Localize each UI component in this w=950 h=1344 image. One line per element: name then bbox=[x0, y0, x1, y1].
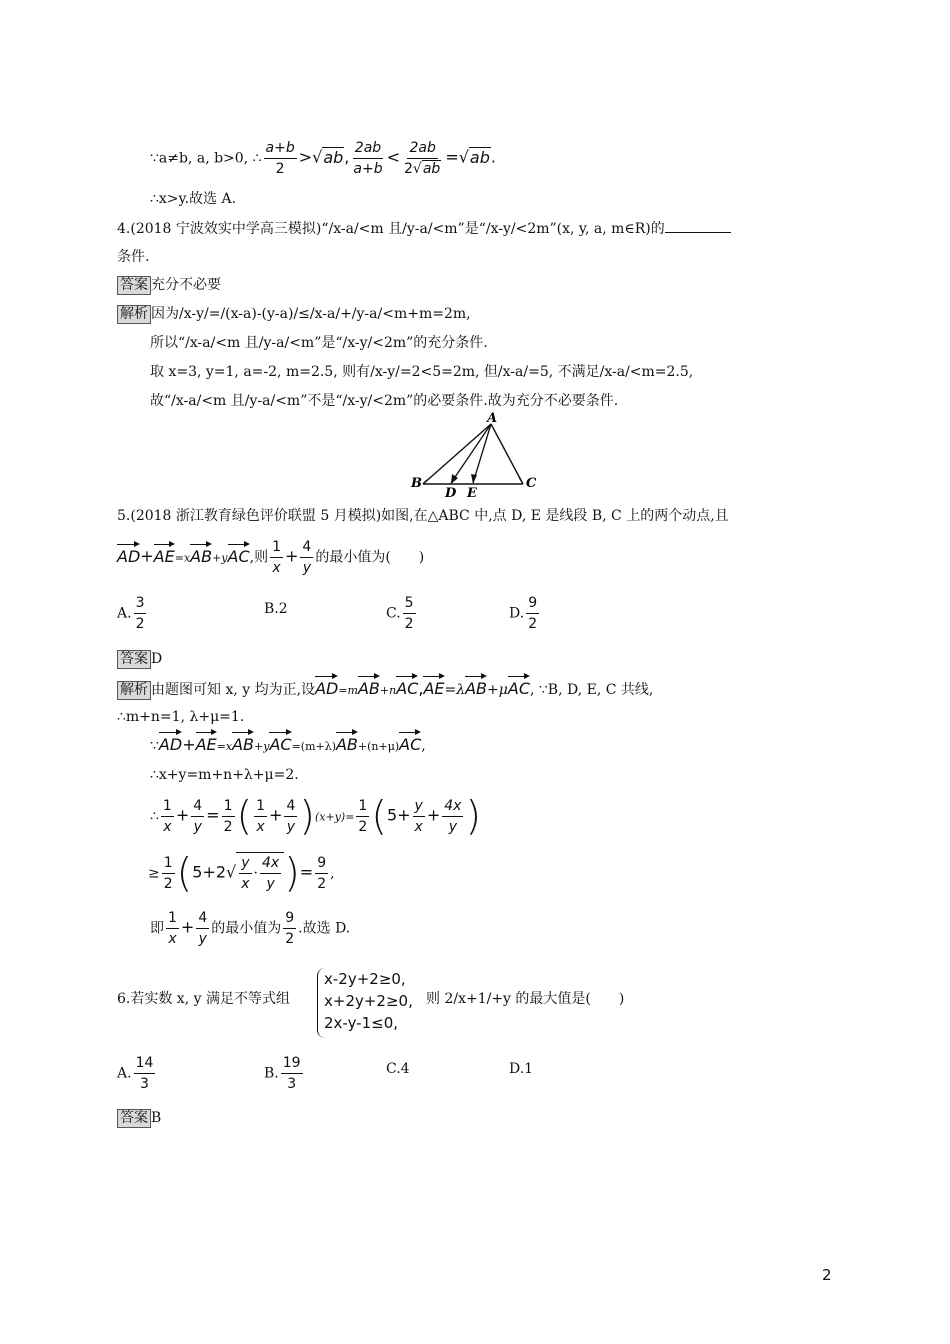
q6-option-c: C.4 bbox=[386, 1061, 410, 1077]
frac-num: 9 bbox=[283, 908, 296, 929]
frac-den: x bbox=[272, 560, 281, 576]
frac-num: 3 bbox=[134, 593, 147, 614]
frac bbox=[315, 853, 328, 894]
frac-den: x bbox=[256, 819, 265, 835]
q5-stem-line2 bbox=[117, 537, 424, 578]
q3-frac3-num: 2ab bbox=[407, 138, 437, 159]
plus-mu: +μ bbox=[487, 682, 508, 698]
frac bbox=[283, 908, 296, 949]
q4-analysis-2: 所以“/x-a/<m 且/y-a/<m”是“/x-y/<2m”的充分条件. bbox=[150, 335, 488, 351]
vec-ac: AC bbox=[269, 728, 291, 756]
frac-den: x bbox=[168, 931, 177, 947]
sqrt-radicand bbox=[236, 852, 284, 894]
plus: + bbox=[175, 805, 190, 825]
inequality-system bbox=[317, 968, 428, 1038]
q4-answer-text: 充分不必要 bbox=[151, 277, 221, 293]
frac-den: 2 bbox=[285, 931, 295, 947]
text: 的最小值为 bbox=[211, 920, 282, 937]
inequality-1: x-2y+2≥0, bbox=[324, 970, 406, 988]
option-label: A. bbox=[117, 1065, 132, 1082]
paren-open: ( bbox=[371, 793, 387, 840]
q5-analysis-5: ∴ $\frac{1}{x}$ + $\frac{4}{y}$ = $\frac{1}{2}$ ( $\frac{1}{x}$ + $\frac{4}{y}$ )(x+y)= $\frac{1}{2}$ (5+ $\frac{y}{x}$ + $\frac{4x}{y}$ ) bbox=[150, 793, 482, 840]
frac bbox=[284, 796, 297, 837]
q3-sqrt1-radicand: ab bbox=[323, 147, 344, 167]
q4-analysis-3: 取 x=3, y=1, a=-2, m=2.5, 则有/x-y/=2<5=2m, 但/x-a/=5, 不满足/x-a/<m=2.5, bbox=[150, 364, 694, 380]
plus-y: +y bbox=[212, 551, 228, 565]
text: .故选 D. bbox=[298, 920, 351, 937]
frac bbox=[356, 796, 369, 837]
q4-analysis-label: 解析 bbox=[117, 305, 151, 324]
frac bbox=[239, 853, 251, 894]
vec-ab: AB bbox=[232, 728, 254, 756]
q3-frac2-den: a+b bbox=[353, 161, 383, 177]
frac-num: 4x bbox=[442, 796, 463, 817]
q3-frac3: $\frac{2ab}{2√ab}$ bbox=[404, 140, 441, 177]
text: +(n+μ) bbox=[357, 740, 400, 753]
q5-option-a bbox=[117, 593, 148, 634]
plus: + bbox=[182, 735, 196, 754]
q4-stem-line2: 条件. bbox=[117, 249, 150, 265]
frac-num: 4 bbox=[300, 537, 313, 558]
option-frac bbox=[403, 593, 416, 634]
frac bbox=[191, 796, 204, 837]
q6-stem-post: 则 2/x+1/+y 的最大值是( ) bbox=[426, 991, 625, 1007]
frac-num: y bbox=[413, 796, 425, 817]
q3-frac3-den-prefix: 2 bbox=[404, 161, 413, 177]
label-d: D bbox=[445, 486, 457, 500]
page-number: 2 bbox=[822, 1266, 832, 1284]
q3-end: . bbox=[490, 147, 496, 167]
vec-ab: AB bbox=[336, 728, 358, 756]
q3-eq: = bbox=[445, 147, 459, 167]
frac-den: 2 bbox=[404, 616, 414, 632]
q5-analysis-2: ∴m+n=1, λ+μ=1. bbox=[117, 709, 245, 725]
text: =(m+λ) bbox=[291, 740, 336, 753]
q3-frac2-num: 2ab bbox=[353, 138, 383, 159]
frac-den: x bbox=[241, 876, 250, 892]
frac-den: 2 bbox=[223, 819, 233, 835]
q4-answer bbox=[117, 274, 221, 296]
q6-option-b bbox=[264, 1053, 305, 1094]
plus: + bbox=[285, 546, 299, 566]
q5-frac2 bbox=[300, 537, 313, 578]
vec-ae: AE bbox=[196, 728, 217, 756]
q3-line2: ∴x>y.故选 A. bbox=[150, 191, 237, 207]
frac bbox=[442, 796, 463, 837]
vec-ab: AB bbox=[190, 540, 212, 568]
frac bbox=[222, 796, 235, 837]
vec-ad: AD bbox=[315, 672, 338, 700]
q5-answer-text: D bbox=[151, 651, 163, 667]
paren-close: ) bbox=[284, 850, 300, 897]
frac bbox=[260, 853, 281, 894]
q4-answer-label: 答案 bbox=[117, 276, 151, 295]
q3-frac2 bbox=[351, 138, 384, 179]
option-label: B. bbox=[264, 1065, 279, 1082]
q3-frac3-den-sqrt: ab bbox=[422, 161, 441, 177]
frac-num: y bbox=[239, 853, 251, 874]
arrow-ae bbox=[471, 474, 477, 484]
eq-x: =x bbox=[216, 740, 233, 753]
text: 5+ bbox=[386, 805, 411, 825]
text: , bbox=[330, 865, 335, 882]
q4-analysis-4: 故“/x-a/<m 且/y-a/<m”不是“/x-y/<2m”的必要条件.故为充分不必要条件. bbox=[150, 393, 619, 409]
q5-analysis-label: 解析 bbox=[117, 681, 151, 700]
frac-den: x bbox=[163, 819, 172, 835]
frac bbox=[161, 796, 174, 837]
frac-num: 5 bbox=[403, 593, 416, 614]
frac-den: 2 bbox=[528, 616, 538, 632]
option-frac bbox=[281, 1053, 303, 1094]
q6-answer bbox=[117, 1107, 161, 1129]
q5-analysis-6: ≥ $\frac{1}{2}$ (5+2√ $\frac{y}{x}$ · $\frac{4x}{y}$ )= $\frac{9}{2}$ , bbox=[148, 850, 335, 897]
option-label: A. bbox=[117, 605, 132, 622]
vec-ab: AB bbox=[358, 672, 380, 700]
paren-open: ( bbox=[176, 850, 193, 897]
q6-answer-text: B bbox=[151, 1110, 162, 1126]
q5-option-d bbox=[509, 593, 541, 634]
text: (x+y) bbox=[314, 810, 346, 824]
eq: = bbox=[345, 810, 355, 824]
q3-sqrt2: √ab bbox=[458, 147, 490, 167]
arrow-ad bbox=[451, 474, 458, 484]
ge: ≥ bbox=[148, 865, 160, 882]
frac bbox=[254, 796, 267, 837]
text: , bbox=[421, 738, 426, 754]
vec-ab: AB bbox=[465, 672, 487, 700]
frac-den: y bbox=[302, 560, 312, 576]
q3-line1 bbox=[150, 138, 496, 179]
q5-analysis-4: ∴x+y=m+n+λ+μ=2. bbox=[150, 767, 299, 783]
frac-den: y bbox=[266, 876, 275, 892]
vec-ac: AC bbox=[228, 540, 250, 568]
frac-num: 4 bbox=[196, 908, 209, 929]
text: , ∵B, D, E, C 共线, bbox=[530, 682, 654, 698]
vec-ad: AD bbox=[117, 540, 140, 568]
eq-m: =m bbox=[338, 684, 358, 697]
frac-den: y bbox=[448, 819, 457, 835]
frac-num: 1 bbox=[356, 796, 369, 817]
paren-open: ( bbox=[236, 793, 253, 840]
option-frac bbox=[134, 593, 147, 634]
frac-num: 1 bbox=[166, 908, 179, 929]
q3-gt: > bbox=[298, 147, 313, 167]
q5-option-b: B.2 bbox=[264, 601, 288, 617]
dot: · bbox=[253, 865, 258, 882]
q5-stem-tail: 的最小值为( ) bbox=[315, 549, 425, 566]
plus-y: +y bbox=[254, 740, 270, 753]
triangle-figure bbox=[405, 410, 545, 500]
label-a: A bbox=[487, 411, 498, 426]
frac-num: 14 bbox=[134, 1053, 156, 1074]
plus-n: +n bbox=[379, 684, 397, 697]
q6-answer-label: 答案 bbox=[117, 1109, 151, 1128]
frac-num: 1 bbox=[161, 796, 174, 817]
q4-stem-text: 4.(2018 宁波效实中学高三模拟)“/x-a/<m 且/y-a/<m”是“/x-y/<2m”(x, y, a, m∈R)的 bbox=[117, 221, 665, 237]
text: 5+2 bbox=[192, 862, 227, 882]
eq-x: =x bbox=[174, 551, 191, 565]
label-e: E bbox=[467, 486, 477, 500]
q4-answer-blank bbox=[665, 218, 731, 233]
frac-den: 2 bbox=[317, 876, 327, 892]
q3-frac1 bbox=[264, 138, 297, 179]
q4-analysis-text-1: 因为/x-y/=/(x-a)-(y-a)/≤/x-a/+/y-a/<m+m=2m, bbox=[151, 306, 471, 322]
side-ac bbox=[491, 424, 523, 484]
q6-stem-pre: 6.若实数 x, y 满足不等式组 bbox=[117, 991, 290, 1007]
q4-stem bbox=[117, 218, 731, 240]
frac-den: 2 bbox=[358, 819, 368, 835]
plus: + bbox=[140, 546, 154, 566]
then-text: ,则 bbox=[249, 549, 269, 566]
q5-answer-label: 答案 bbox=[117, 650, 151, 669]
paren-close: ) bbox=[465, 793, 482, 840]
q3-frac1-num: a+b bbox=[264, 138, 297, 159]
frac-den: 2 bbox=[135, 616, 145, 632]
option-label: D. bbox=[509, 605, 525, 622]
frac-num: 1 bbox=[162, 853, 175, 874]
frac bbox=[162, 853, 175, 894]
vec-ac: AC bbox=[399, 728, 421, 756]
q5-option-c bbox=[386, 593, 418, 634]
q3-comma: , bbox=[344, 147, 350, 167]
label-c: C bbox=[526, 476, 537, 491]
eq: = bbox=[299, 862, 314, 882]
frac-num: 4 bbox=[284, 796, 297, 817]
q4-analysis-1 bbox=[117, 303, 471, 325]
q3-frac1-den: 2 bbox=[275, 161, 285, 177]
q5-analysis-1 bbox=[117, 672, 653, 702]
vec-ae: AE bbox=[423, 672, 444, 700]
frac-den: x bbox=[414, 819, 423, 835]
q5-stem: 5.(2018 浙江教育绿色评价联盟 5 月模拟)如图,在△ABC 中,点 D, E 是线段 B, C 上的两个动点,且 bbox=[117, 508, 729, 524]
option-frac bbox=[526, 593, 539, 634]
q5-analysis-3 bbox=[150, 728, 426, 758]
frac bbox=[413, 796, 425, 837]
inequality-3: 2x-y-1≤0, bbox=[324, 1014, 399, 1032]
inequality-2: x+2y+2≥0, bbox=[324, 992, 413, 1010]
vec-ad: AD bbox=[159, 728, 182, 756]
option-frac bbox=[134, 1053, 156, 1094]
q5-analysis-7 bbox=[150, 908, 350, 949]
paren-close: ) bbox=[299, 793, 315, 840]
frac-den: y bbox=[286, 819, 296, 835]
vec-ac: AC bbox=[396, 672, 418, 700]
frac-num: 1 bbox=[270, 537, 283, 558]
q3-sqrt2-radicand: ab bbox=[469, 147, 490, 167]
text: ∵ bbox=[150, 738, 159, 754]
q5-answer bbox=[117, 648, 162, 670]
text: ∴ bbox=[150, 808, 159, 825]
frac-den: 3 bbox=[140, 1076, 149, 1092]
frac-num: 4 bbox=[191, 796, 204, 817]
frac-den: 3 bbox=[287, 1076, 297, 1092]
frac-num: 1 bbox=[254, 796, 267, 817]
frac-den: y bbox=[198, 931, 207, 947]
vec-ae: AE bbox=[154, 540, 175, 568]
arrow-ac-tip bbox=[519, 477, 523, 484]
frac-num: 4x bbox=[260, 853, 281, 874]
comma: , bbox=[418, 679, 424, 698]
frac-num: 9 bbox=[315, 853, 328, 874]
frac-num: 9 bbox=[526, 593, 539, 614]
label-b: B bbox=[411, 476, 422, 491]
eq-lambda: =λ bbox=[444, 682, 466, 698]
text: 即 bbox=[150, 920, 164, 937]
q3-lt: < bbox=[386, 147, 400, 167]
eq: = bbox=[206, 805, 220, 825]
frac-num: 1 bbox=[222, 796, 235, 817]
text: 由题图可知 x, y 均为正,设 bbox=[151, 682, 316, 698]
q3-sqrt1: √ab bbox=[312, 147, 344, 167]
q6-option-d: D.1 bbox=[509, 1061, 534, 1077]
q5-frac1 bbox=[270, 537, 283, 578]
q6-option-a bbox=[117, 1053, 157, 1094]
frac-den: 2 bbox=[163, 876, 173, 892]
option-label: C. bbox=[386, 605, 401, 622]
frac-num: 19 bbox=[281, 1053, 303, 1074]
plus: + bbox=[180, 917, 195, 937]
frac bbox=[166, 908, 179, 949]
frac-den: y bbox=[193, 819, 202, 835]
q3-line1-text: ∵a≠b, a, b>0, ∴ bbox=[150, 150, 262, 167]
frac bbox=[196, 908, 209, 949]
vec-ac: AC bbox=[508, 672, 530, 700]
